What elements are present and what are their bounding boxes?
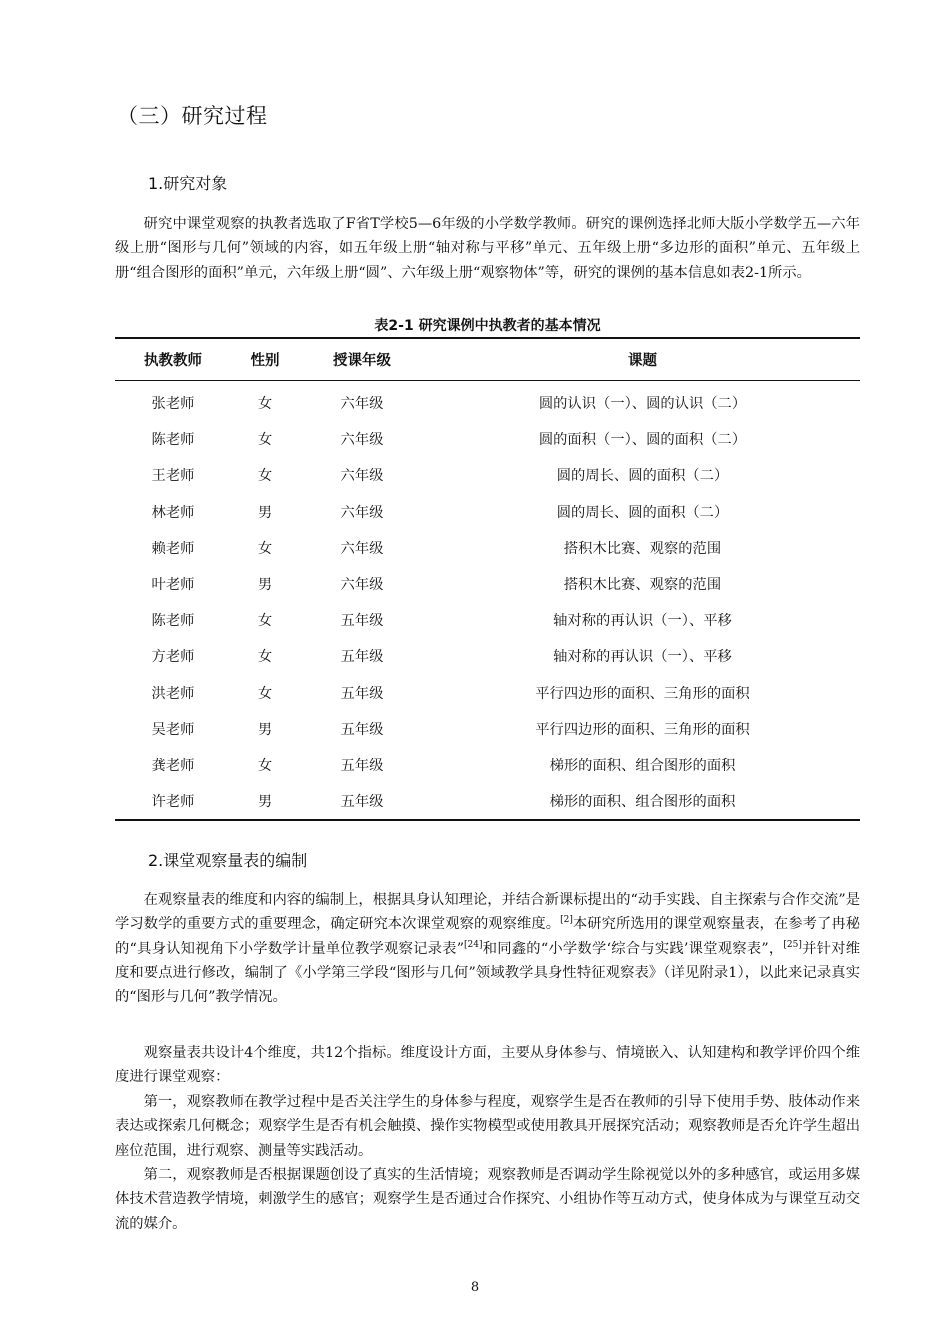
cell-gender: 女 [257, 540, 273, 557]
cell-gender: 男 [257, 504, 273, 521]
table-row [115, 457, 860, 493]
table-body [115, 381, 860, 821]
cell-grade: 五年级 [340, 649, 384, 666]
cell-gender: 女 [257, 757, 273, 774]
cell-topic: 搭积木比赛、观察的范围 [563, 540, 722, 557]
cell-topic: 梯形的面积、组合图形的面积 [549, 757, 736, 774]
cell-grade: 六年级 [340, 432, 384, 449]
subsection-heading-research-subjects: 1.研究对象 [148, 174, 228, 193]
cell-gender: 女 [257, 685, 273, 702]
table-row [115, 494, 860, 530]
table-row [115, 675, 860, 711]
table-row [115, 421, 860, 457]
cell-teacher: 陈老师 [151, 432, 195, 449]
cell-topic: 梯形的面积、组合图形的面积 [425, 783, 860, 820]
citation-ref: [2] [560, 915, 573, 926]
table-row [115, 530, 860, 566]
cell-topic: 圆的面积（一）、圆的面积（二） [538, 432, 747, 449]
citation-ref: [24] [464, 939, 483, 950]
cell-grade: 五年级 [340, 685, 384, 702]
cell-grade: 六年级 [340, 396, 384, 413]
section-heading: （三）研究过程 [117, 104, 268, 128]
table-row [115, 381, 860, 422]
cell-topic: 圆的认识（一）、圆的认识（二） [538, 396, 747, 413]
scale-text-3: 和同鑫的“小学数学‘综合与实践’课堂观察表”， [482, 940, 784, 957]
table-row [115, 602, 860, 638]
cell-topic: 圆的周长、圆的面积（二） [556, 504, 729, 521]
cell-teacher: 吴老师 [151, 721, 195, 738]
cell-gender: 女 [257, 432, 273, 449]
teacher-info-table [115, 337, 860, 821]
cell-grade: 六年级 [340, 504, 384, 521]
cell-teacher: 林老师 [151, 504, 195, 521]
subsection-heading-scale-design: 2.课堂观察量表的编制 [148, 851, 308, 870]
column-header-grade: 授课年级 [299, 338, 425, 381]
cell-grade: 六年级 [340, 468, 384, 485]
column-header-gender: 性别 [231, 338, 299, 381]
table-row [115, 783, 860, 820]
paragraph-second-dimension: 第二，观察教师是否根据课题创设了真实的生活情境；观察教师是否调动学生除视觉以外的多种感官，或运用多媒体技术营造教学情境，刺激学生的感官；观察学生是否通过合作探究、小组协作等互动方式，使身体成为与课堂互动交流的媒介。 [115, 1167, 860, 1232]
table-header-row [115, 338, 860, 381]
cell-gender: 男 [231, 783, 299, 820]
cell-topic: 平行四边形的面积、三角形的面积 [535, 685, 750, 702]
cell-topic: 轴对称的再认识（一）、平移 [553, 649, 732, 666]
cell-teacher: 王老师 [151, 468, 195, 485]
citation-ref: [25] [783, 939, 802, 950]
column-header-teacher: 执教教师 [115, 338, 231, 381]
cell-teacher: 许老师 [115, 783, 231, 820]
table-row [115, 566, 860, 602]
cell-teacher: 龚老师 [151, 757, 195, 774]
cell-grade: 五年级 [340, 757, 384, 774]
cell-gender: 男 [257, 577, 273, 594]
scale-text-4: 并针对维度和要点进行修改，编制了《小学第三学段“图形与几何”领域教学具身性特征观察表》（详见附录1），以此来记录真实的“图形与几何”教学情况。 [115, 940, 860, 1006]
cell-grade: 六年级 [340, 540, 384, 557]
cell-gender: 女 [257, 649, 273, 666]
cell-topic: 搭积木比赛、观察的范围 [563, 577, 722, 594]
cell-gender: 男 [257, 721, 273, 738]
table-caption: 表2-1 研究课例中执教者的基本情况 [374, 318, 601, 334]
cell-gender: 女 [257, 613, 273, 630]
cell-teacher: 洪老师 [151, 685, 195, 702]
paragraph-scale-design [115, 888, 860, 1009]
paragraph-first-dimension: 第一，观察教师在教学过程中是否关注学生的身体参与程度，观察学生是否在教师的引导下使用手势、肢体动作来表达或探索几何概念；观察学生是否有机会触摸、操作实物模型或使用教具开展探究活动；观察教师是否允许学生超出座位范围，进行观察、测量等实践活动。 [115, 1094, 860, 1159]
cell-gender: 女 [257, 396, 273, 413]
cell-grade: 六年级 [340, 577, 384, 594]
cell-teacher: 陈老师 [151, 613, 195, 630]
cell-grade: 五年级 [340, 721, 384, 738]
cell-teacher: 叶老师 [151, 577, 195, 594]
paragraph-dimensions: 观察量表共设计4个维度，共12个指标。维度设计方面，主要从身体参与、情境嵌入、认知建构和教学评价四个维度进行课堂观察： [115, 1045, 860, 1086]
cell-teacher: 方老师 [151, 649, 195, 666]
cell-grade: 五年级 [340, 613, 384, 630]
page-number: 8 [470, 1280, 480, 1295]
cell-gender: 女 [257, 468, 273, 485]
table-row [115, 747, 860, 783]
cell-topic: 圆的周长、圆的面积（二） [556, 468, 729, 485]
table-row [115, 711, 860, 747]
scale-text-2: 本研究所选用的课堂观察量表，在参考了冉秘的“具身认知视角下小学数学计量单位教学观察记录表” [115, 916, 860, 957]
column-header-topic: 课题 [425, 338, 860, 381]
cell-teacher: 赖老师 [151, 540, 195, 557]
cell-topic: 轴对称的再认识（一）、平移 [553, 613, 732, 630]
table-row [115, 638, 860, 674]
cell-teacher: 张老师 [151, 396, 195, 413]
scale-text-1: 在观察量表的维度和内容的编制上，根据具身认知理论，并结合新课标提出的“动手实践、自主探索与合作交流”是学习数学的重要方式的重要理念，确定研究本次课堂观察的观察维度。 [115, 892, 860, 933]
cell-topic: 平行四边形的面积、三角形的面积 [535, 721, 750, 738]
paragraph-intro: 研究中课堂观察的执教者选取了F省T学校5—6年级的小学数学教师。研究的课例选择北师大版小学数学五—六年级上册“图形与几何”领域的内容，如五年级上册“轴对称与平移”单元、五年级上册“多边形的面积”单元、五年级上册“组合图形的面积”单元，六年级上册“圆”、六年级上册“观察物体”等，研究的课例的基本信息如表2-1所示。 [115, 216, 860, 281]
cell-grade: 五年级 [299, 783, 425, 820]
